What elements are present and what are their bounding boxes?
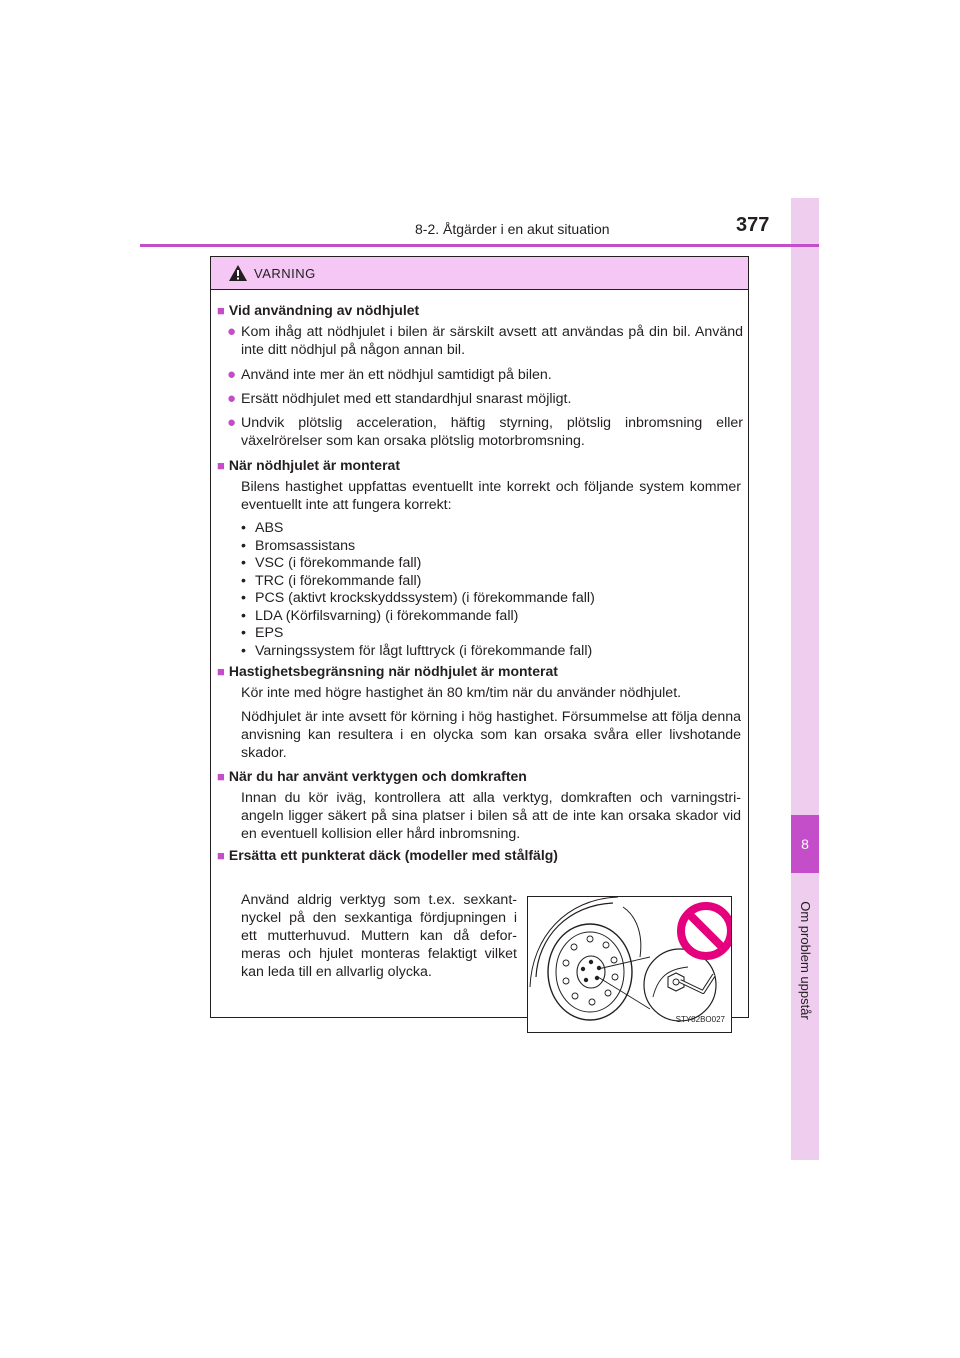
chapter-number-tab: [791, 815, 819, 873]
paragraph: Innan du kör iväg, kontrollera att alla verktyg, domkraften och varningstri-angeln ligger säkert på sina platser i bilen så att de inte kan orsaka skador vid en eventuell kollision eller hård inbromsning.: [241, 790, 741, 842]
paragraph: Använd aldrig verktyg som t.ex. sexkant-nyckel på den sexkantiga fördjupningen i ett mutterhuvud. Muttern kan då defor-meras och hjulet monteras felaktigt vilket kan leda till en allvarlig olycka.: [241, 892, 517, 980]
page-number: 377: [736, 214, 770, 236]
warning-header: [211, 257, 748, 290]
circle-bullet-icon: ●: [227, 390, 237, 407]
section-heading: ■ När nödhjulet är monterat: [217, 457, 400, 473]
paragraph: Kör inte med högre hastighet än 80 km/tim när du använder nödhjulet.: [241, 685, 682, 701]
list-item: • EPS: [241, 625, 741, 643]
section-heading: ■ När du har använt verktygen och domkraften: [217, 768, 527, 784]
wheel-nut-illustration: [527, 896, 732, 1033]
section-heading: ■ Vid användning av nödhjulet: [217, 302, 420, 318]
warning-triangle-icon: [228, 264, 248, 282]
circle-bullet-icon: ●: [227, 366, 237, 383]
square-bullet-icon: ■: [217, 848, 225, 863]
section-heading: ■ Ersätta ett punkterat däck (modeller med stålfälg): [217, 847, 558, 863]
list-item: • ABS: [241, 520, 741, 538]
system-list: [241, 520, 741, 660]
list-item: • TRC (i förekommande fall): [241, 573, 741, 591]
bullet-item: ● Använd inte mer än ett nödhjul samtidigt på bilen.: [227, 366, 552, 383]
square-bullet-icon: ■: [217, 664, 225, 679]
list-item: • VSC (i förekommande fall): [241, 555, 741, 573]
square-bullet-icon: ■: [217, 458, 225, 473]
paragraph: Nödhjulet är inte avsett för körning i hög hastighet. Försummelse att följa denna anvisning kan resultera i en olycka som kan orsaka svåra eller livshotande skador.: [241, 709, 741, 761]
section-heading: ■ Hastighetsbegränsning när nödhjulet är monterat: [217, 663, 558, 679]
bullet-item: ● Kom ihåg att nödhjulet i bilen är särskilt avsett att användas på din bil. Använd inte ditt nödhjul på någon annan bil.: [227, 323, 743, 358]
section-title: 8-2. Åtgärder i en akut situation: [415, 221, 610, 237]
bullet-item: ● Ersätt nödhjulet med ett standardhjul snarast möjligt.: [227, 390, 572, 407]
list-item: • Bromsassistans: [241, 538, 741, 556]
square-bullet-icon: ■: [217, 769, 225, 784]
circle-bullet-icon: ●: [227, 414, 237, 431]
warning-box: [210, 256, 749, 1024]
illustration-code: STY82BO027: [675, 1015, 725, 1024]
bullet-item: ● Undvik plötslig acceleration, häftig styrning, plötslig inbromsning eller växelrörelser som kan orsaka plötslig motorbromsning.: [227, 414, 743, 449]
list-item: • Varningssystem för lågt lufttryck (i förekommande fall): [241, 643, 741, 661]
chapter-number: 8: [801, 836, 809, 852]
warning-label: VARNING: [254, 266, 316, 281]
square-bullet-icon: ■: [217, 303, 225, 318]
chapter-title: Om problem uppstår: [797, 900, 813, 1020]
list-item: • LDA (Körfilsvarning) (i förekommande fall): [241, 608, 741, 626]
circle-bullet-icon: ●: [227, 323, 237, 340]
list-item: • PCS (aktivt krockskyddssystem) (i förekommande fall): [241, 590, 741, 608]
header-rule: [140, 244, 819, 247]
chapter-title-tab: [791, 880, 819, 1040]
paragraph: Bilens hastighet uppfattas eventuellt inte korrekt och följande system kommer eventuellt inte att fungera korrekt:: [241, 479, 741, 513]
